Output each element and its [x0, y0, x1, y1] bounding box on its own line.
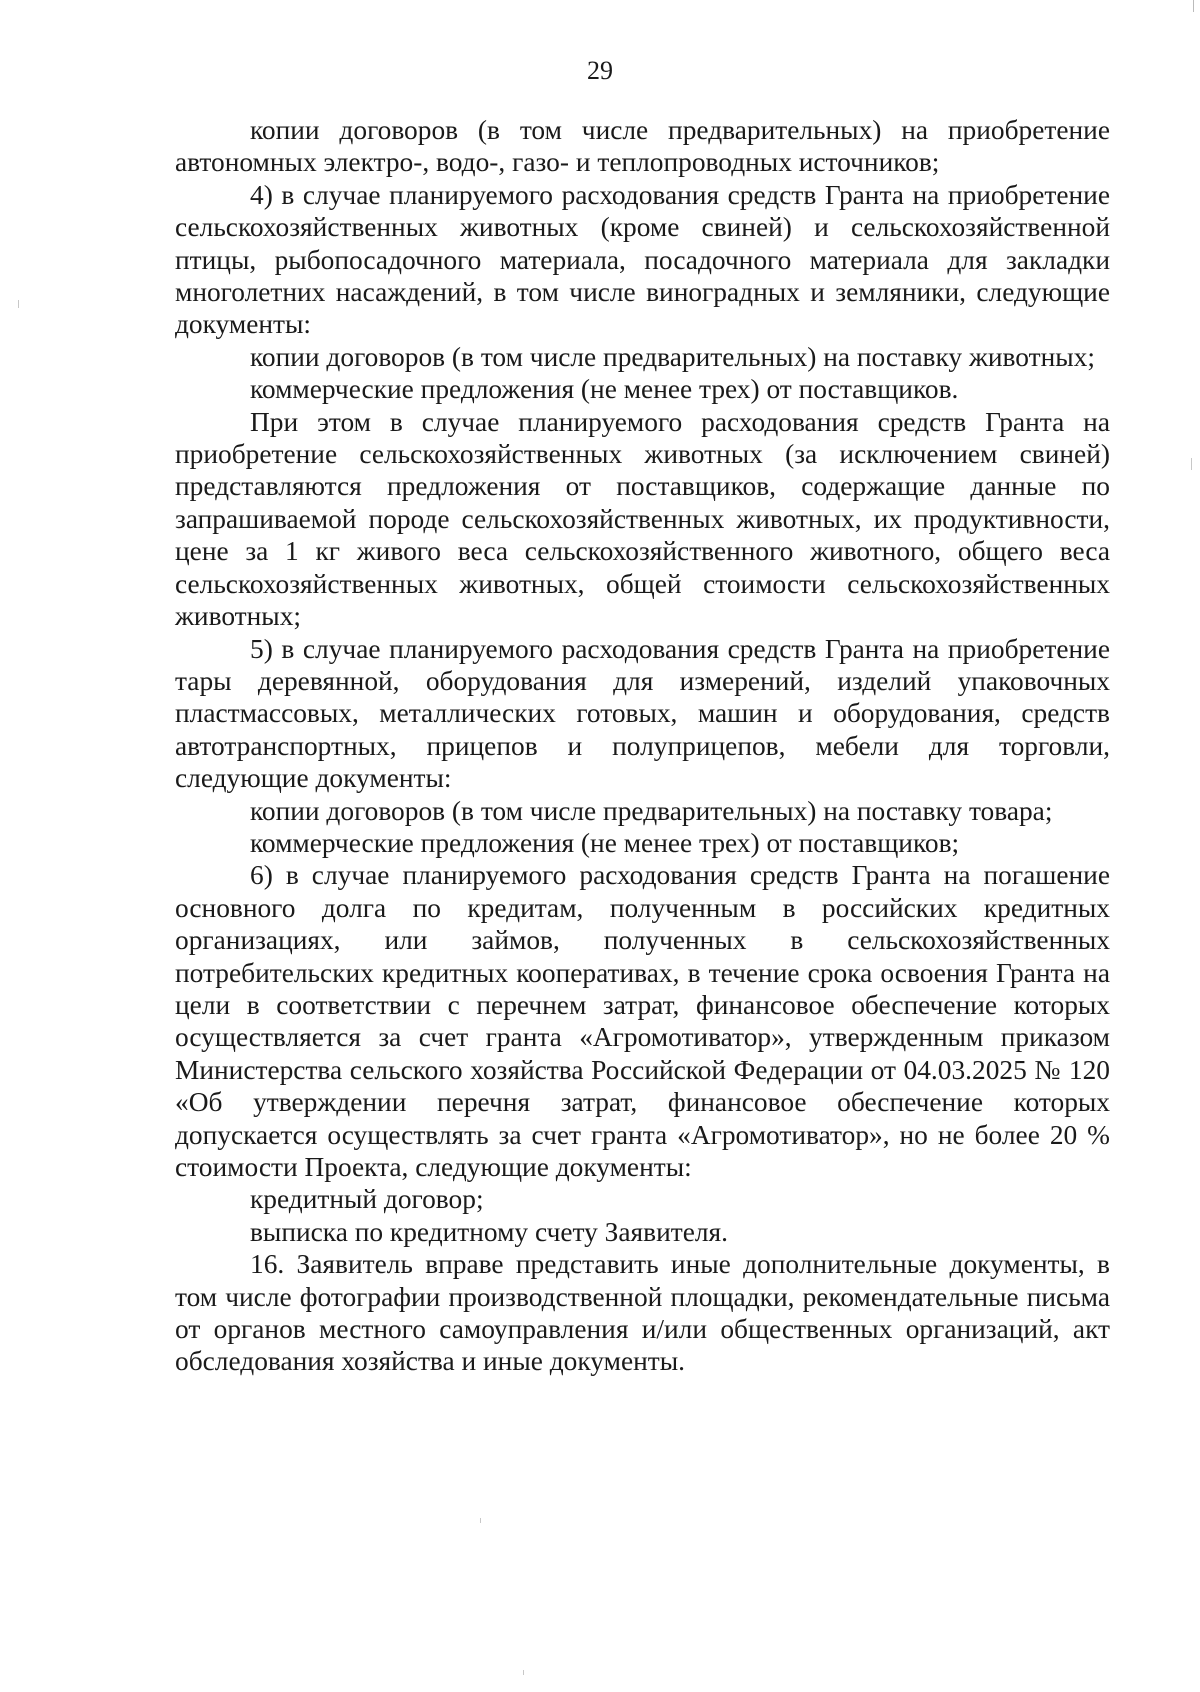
scan-speck: [18, 300, 19, 308]
scan-speck: [480, 1518, 481, 1523]
paragraph: коммерческие предложения (не менее трех) от поставщиков.: [250, 374, 959, 405]
paragraph: 4) в случае планируемого расходования средств Гранта на приобретение сельскохозяйственных животных (кроме свиней) и сельскохозяйственной птицы, рыбопосадочного материала, посадочного материала для закладки многолетних насаждений, в том числе виноградных и земляники, следующие документы:: [175, 179, 1110, 340]
scan-speck: [523, 1670, 524, 1675]
scan-speck: [1191, 458, 1192, 470]
paragraph: 16. Заявитель вправе представить иные дополнительные документы, в том числе фотографии производственной площадки, рекомендательные письма от органов местного самоуправления и/или общественных организаций, акт обследования хозяйства и иные документы.: [175, 1249, 1110, 1377]
paragraph: копии договоров (в том числе предварительных) на поставку животных;: [250, 341, 1095, 372]
document-body: [175, 114, 1110, 1378]
paragraph: При этом в случае планируемого расходования средств Гранта на приобретение сельскохозяйственных животных (за исключением свиней) представляются предложения от поставщиков, содержащие данные по запрашиваемой породе сельскохозяйственных животных, их продуктивности, цене за 1 кг живого веса сельскохозяйственного животного, общего веса сельскохозяйственных животных, общей стоимости сельскохозяйственных животных;: [175, 406, 1110, 632]
scan-edge-mark: [1193, 0, 1200, 12]
paragraph: выписка по кредитному счету Заявителя.: [250, 1216, 728, 1247]
paragraph: копии договоров (в том числе предварительных) на поставку товара;: [250, 795, 1053, 826]
page-number: 29: [587, 56, 613, 85]
paragraph: коммерческие предложения (не менее трех) от поставщиков;: [250, 827, 960, 858]
paragraph: копии договоров (в том числе предварительных) на приобретение автономных электро-, водо-, газо- и теплопроводных источников;: [175, 115, 1110, 178]
paragraph: кредитный договор;: [250, 1184, 484, 1215]
paragraph: 6) в случае планируемого расходования средств Гранта на погашение основного долга по кредитам, полученным в российских кредитных организациях, или займов, полученных в сельскохозяйственных потребительских кредитных кооперативах, в течение срока освоения Гранта на цели в соответствии с перечнем затрат, финансовое обеспечение которых осуществляется за счет гранта «Агромотиватор», утвержденным приказом Министерства сельского хозяйства Российской Федерации от 04.03.2025 № 120 «Об утверждении перечня затрат, финансовое обеспечение которых допускается осуществлять за счет гранта «Агромотиватор», но не более 20 % стоимости Проекта, следующие документы:: [175, 860, 1110, 1182]
paragraph: 5) в случае планируемого расходования средств Гранта на приобретение тары деревянной, оборудования для измерений, изделий упаковочных пластмассовых, металлических готовых, машин и оборудования, средств автотранспортных, прицепов и полуприцепов, мебели для торговли, следующие документы:: [175, 633, 1110, 794]
